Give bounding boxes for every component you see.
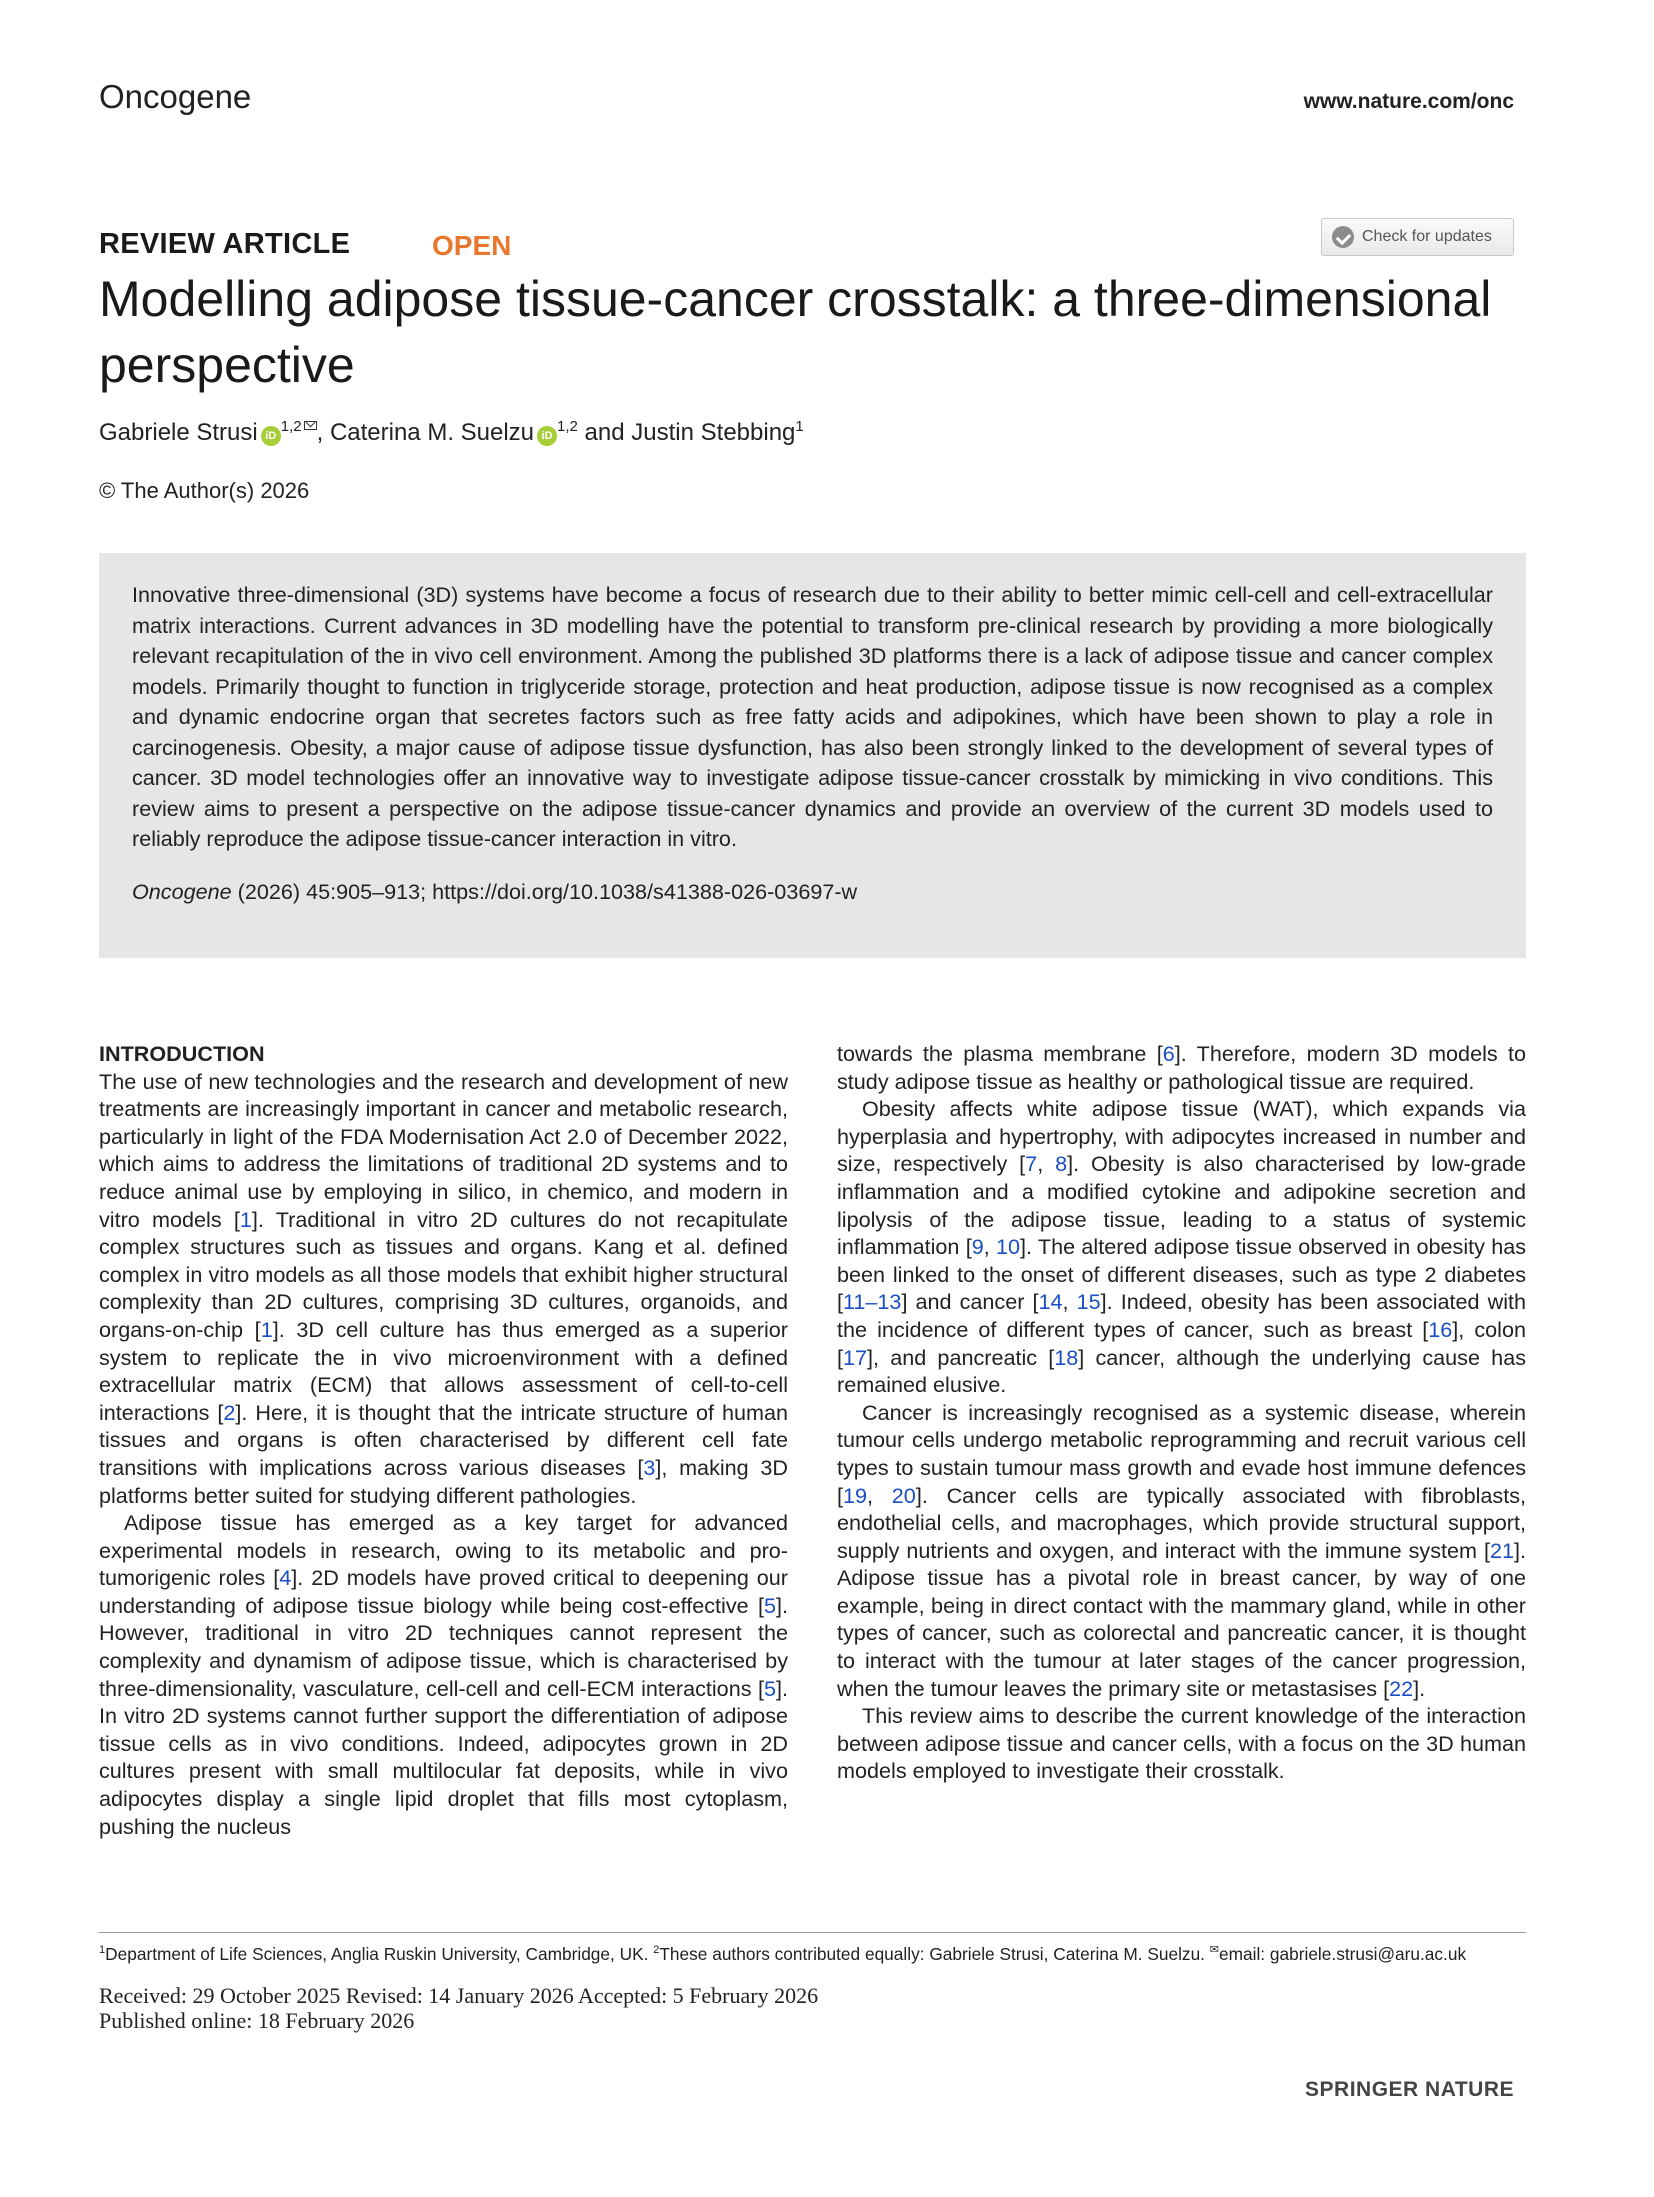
- reference-link[interactable]: 19: [843, 1482, 868, 1508]
- paragraph-text: ]. Therefore, modern 3D models to study adipose tissue as healthy or pathological tissue are required.: [837, 1041, 1527, 1094]
- paragraph-text: ]. The altered adipose tissue observed in obesity has been linked to the onset of different diseases, such as type 2 diabetes [: [837, 1234, 1527, 1315]
- reference-link[interactable]: 7: [1025, 1151, 1038, 1177]
- orcid-icon[interactable]: iD: [261, 426, 281, 446]
- paragraph-text: towards the plasma membrane [: [837, 1041, 1163, 1066]
- reference-link[interactable]: 2: [223, 1399, 236, 1425]
- reference-link[interactable]: 17: [843, 1344, 868, 1370]
- reference-link[interactable]: 6: [1162, 1041, 1175, 1066]
- paragraph-text: ], making 3D platforms better suited for studying different pathologies.: [99, 1454, 788, 1508]
- body-paragraph: [837, 1095, 1526, 1399]
- author-name[interactable]: Caterina M. Suelzu: [329, 419, 535, 446]
- citation-journal: Oncogene: [132, 878, 232, 904]
- abstract-box: [99, 553, 1526, 958]
- reference-link[interactable]: 16: [1428, 1316, 1453, 1342]
- author-name[interactable]: Justin Stebbing: [631, 419, 796, 446]
- right-paragraphs: [837, 1040, 1526, 1785]
- paragraph-text: ] cancer, although the underlying cause has remained elusive.: [837, 1344, 1526, 1398]
- reference-link[interactable]: 10: [996, 1234, 1021, 1260]
- paragraph-text: ], and pancreatic [: [867, 1344, 1055, 1370]
- reference-link[interactable]: 18: [1054, 1344, 1079, 1370]
- left-paragraphs: [99, 1068, 788, 1841]
- paragraph-text: ,: [1037, 1151, 1056, 1177]
- body-paragraph: [837, 1399, 1526, 1703]
- email-icon: ✉: [1209, 1944, 1219, 1956]
- paragraph-text: This review aims to describe the current knowledge of the interaction between adipose tissue and cancer cells, with a focus on the 3D human models employed to investigate their crosstalk.: [837, 1703, 1526, 1784]
- paragraph-text: Obesity affects white adipose tissue (WAT), which expands via hyperplasia and hypertrophy, with adipocytes increased in number and size, respectively [: [837, 1096, 1526, 1177]
- body-paragraph: [99, 1509, 788, 1840]
- check-updates-button[interactable]: [1321, 218, 1514, 256]
- reference-link[interactable]: 20: [891, 1482, 916, 1508]
- body-paragraph: [837, 1702, 1526, 1785]
- reference-link[interactable]: 8: [1055, 1151, 1068, 1177]
- affiliation-text: Department of Life Sciences, Anglia Ruskin University, Cambridge, UK.: [105, 1943, 654, 1964]
- article-title: Modelling adipose tissue-cancer crosstalk: a three-dimensional perspective: [99, 271, 1492, 393]
- author-list: [99, 418, 804, 447]
- received-revised-accepted: Received: 29 October 2025 Revised: 14 January 2026 Accepted: 5 February 2026: [99, 1983, 819, 2008]
- paragraph-text: ]. However, traditional in vitro 2D techniques cannot represent the complexity and dynamism of adipose tissue, which is characterised by three-dimensionality, vasculature, cell-cell and cell-ECM interactions [: [99, 1592, 788, 1701]
- paragraph-text: ], colon [: [837, 1316, 1526, 1370]
- article-dates: [99, 1983, 818, 2033]
- email-icon[interactable]: [304, 421, 317, 430]
- affiliation-marker: 1: [99, 1944, 106, 1956]
- body-paragraph: [837, 1040, 1526, 1095]
- published-online: Published online: 18 February 2026: [99, 2008, 415, 2033]
- journal-name: Oncogene: [99, 78, 252, 115]
- author-affiliation: 1: [795, 418, 804, 435]
- reference-link[interactable]: 22: [1389, 1675, 1414, 1701]
- section-heading: INTRODUCTION: [99, 1041, 265, 1066]
- check-updates-label: Check for updates: [1362, 228, 1492, 245]
- author-affiliation: 1,2: [280, 418, 302, 435]
- author-separator: and: [577, 419, 632, 446]
- open-access-label: OPEN: [432, 230, 512, 261]
- paragraph-text: Cancer is increasingly recognised as a systemic disease, wherein tumour cells undergo metabolic reprogramming and recruit various cell types to sustain tumour mass growth and evade host immune defences [: [837, 1399, 1526, 1508]
- paragraph-text: ,: [983, 1234, 996, 1260]
- body-column-left: [99, 1040, 788, 1840]
- paragraph-text: ]. Cancer cells are typically associated with fibroblasts, endothelial cells, and macrophages, which provide structural support, supply nutrients and oxygen, and interact with the immune system [: [837, 1482, 1526, 1563]
- check-updates-icon: [1332, 226, 1354, 248]
- article-type: REVIEW ARTICLE: [99, 228, 351, 260]
- paragraph-text: ]. Obesity is also characterised by low-grade inflammation and a modified cytokine and adipokine secretion and lipolysis of the adipose tissue, leading to a status of systemic inflammation [: [837, 1151, 1526, 1260]
- footnote-divider: [99, 1932, 1526, 1933]
- reference-link[interactable]: 5: [763, 1675, 776, 1701]
- paragraph-text: ,: [1062, 1289, 1077, 1315]
- paragraph-text: ]. 2D models have proved critical to deepening our understanding of adipose tissue biology while being cost-effective [: [99, 1565, 788, 1618]
- abstract-text: Innovative three-dimensional (3D) systems have become a focus of research due to their ability to better mimic cell-cell and cell-extracellular matrix interactions. Current advances in 3D modelling have the potential to transform pre-clinical research by providing a more biologically relevant recapitulation of the in vivo cell environment. Among the published 3D platforms there is a lack of adipose tissue and cancer complex models. Primarily thought to function in triglyceride storage, protection and heat production, adipose tissue is now recognised as a complex and dynamic endocrine organ that secretes factors such as free fatty acids and adipokines, which have been shown to play a role in carcinogenesis. Obesity, a major cause of adipose tissue dysfunction, has also been strongly linked to the development of several types of cancer. 3D model technologies offer an innovative way to investigate adipose tissue-cancer crosstalk by mimicking in vivo conditions. This review aims to present a perspective on the adipose tissue-cancer dynamics and provide an overview of the current 3D models used to reliably reproduce the adipose tissue-cancer interaction in vitro.: [132, 582, 1493, 851]
- paragraph-text: ] and cancer [: [901, 1289, 1039, 1315]
- journal-website[interactable]: www.nature.com/onc: [1303, 90, 1514, 113]
- equal-contribution-text: These authors contributed equally: Gabriele Strusi, Caterina M. Suelzu.: [659, 1943, 1210, 1964]
- reference-link[interactable]: 21: [1489, 1537, 1514, 1563]
- paragraph-text: ]. Traditional in vitro 2D cultures do not recapitulate complex structures such as tissues and organs. Kang et al. defined complex in vitro models as all those models that exhibit higher structural complexity than 2D cultures, comprising 3D cultures, organoids, and organs-on-chip [: [99, 1206, 788, 1342]
- reference-link[interactable]: 5: [763, 1592, 776, 1618]
- paragraph-text: ]. 3D cell culture has thus emerged as a superior system to replicate the in vivo microenvironment with a defined extracellular matrix (ECM) that allows assessment of cell-to-cell interactions [: [99, 1316, 788, 1425]
- reference-link[interactable]: 15: [1076, 1289, 1101, 1315]
- reference-link[interactable]: 14: [1038, 1289, 1063, 1315]
- paragraph-text: ]. Adipose tissue has a pivotal role in breast cancer, by way of one example, being in direct contact with the mammary gland, while in other types of cancer, such as colorectal and pancreatic cancer, it is thought to interact with the tumour at later stages of the cancer progression, when the tumour leaves the primary site or metastasises [: [837, 1537, 1526, 1701]
- orcid-icon[interactable]: iD: [537, 426, 557, 446]
- paragraph-text: ]. Indeed, obesity has been associated with the incidence of different types of cancer, such as breast [: [837, 1289, 1527, 1342]
- reference-link[interactable]: 4: [279, 1565, 292, 1591]
- paragraph-text: ]. Here, it is thought that the intricate structure of human tissues and organs is often characterised by different cell fate transitions with implications across various diseases [: [99, 1399, 788, 1480]
- reference-link[interactable]: 3: [643, 1454, 656, 1480]
- affiliation-marker: 2: [653, 1944, 660, 1956]
- paragraph-text: The use of new technologies and the research and development of new treatments are increasingly important in cancer and metabolic research, particularly in light of the FDA Modernisation Act 2.0 of December 2022, which aims to address the limitations of traditional 2D systems and to reduce animal use by employing in silico, in chemico, and modern in vitro models [: [99, 1068, 788, 1232]
- author-affiliation: 1,2: [557, 418, 578, 435]
- paragraph-text: ]. In vitro 2D systems cannot further support the differentiation of adipose tissue cells as in vivo conditions. Indeed, adipocytes grown in 2D cultures present with small multilocular fat deposits, while in vivo adipocytes display a single lipid droplet that fills most cytoplasm, pushing the nucleus: [99, 1675, 788, 1839]
- reference-link[interactable]: 11–13: [843, 1289, 902, 1315]
- reference-link[interactable]: 1: [239, 1206, 252, 1232]
- body-column-right: [837, 1040, 1526, 1785]
- affiliations-footnote: [99, 1943, 1466, 1965]
- corresponding-email[interactable]: email: gabriele.strusi@aru.ac.uk: [1219, 1943, 1467, 1964]
- reference-link[interactable]: 9: [971, 1234, 984, 1260]
- citation-line: [132, 879, 1493, 905]
- author-name[interactable]: Gabriele Strusi: [99, 419, 258, 446]
- publisher-logo: SPRINGER NATURE: [1305, 2078, 1514, 2101]
- body-paragraph: [99, 1068, 788, 1510]
- paragraph-text: ].: [1413, 1675, 1426, 1701]
- citation-details[interactable]: (2026) 45:905–913; https://doi.org/10.1038/s41388-026-03697-w: [231, 878, 858, 904]
- paragraph-text: ,: [867, 1482, 892, 1508]
- paragraph-text: Adipose tissue has emerged as a key target for advanced experimental models in research, owing to its metabolic and pro-tumorigenic roles [: [99, 1510, 788, 1591]
- reference-link[interactable]: 1: [260, 1316, 273, 1342]
- author-separator: ,: [316, 419, 330, 446]
- copyright-notice: © The Author(s) 2026: [99, 478, 310, 503]
